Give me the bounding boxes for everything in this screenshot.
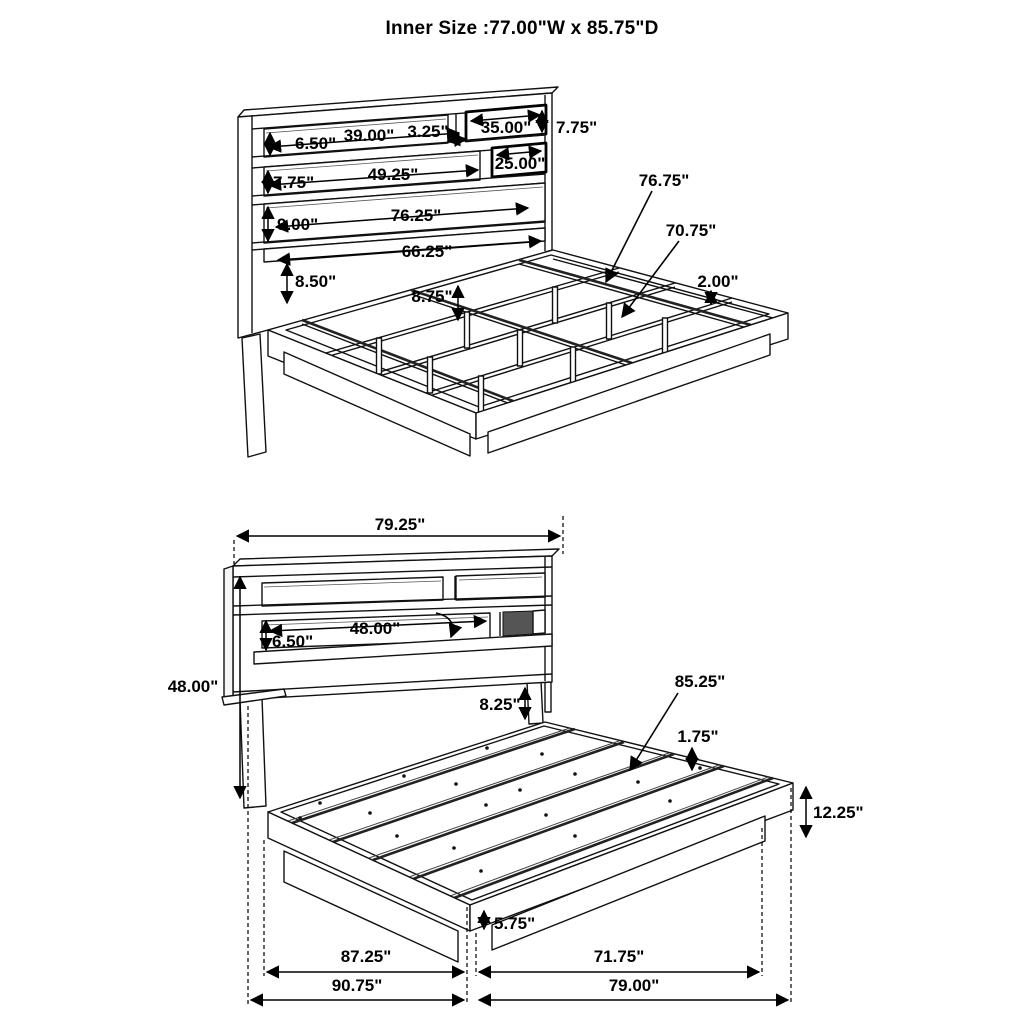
dim-len-9075: 90.75": [331, 976, 383, 995]
dim-shelf-w-3900: 39.00": [343, 126, 395, 145]
dim-len-7900: 79.00": [608, 976, 660, 995]
dim-shelf-h-775-left: 7.75": [273, 173, 315, 192]
headboard-left-leg: [240, 698, 266, 808]
dim-base-h-575: 5.75": [494, 914, 536, 933]
headboard-right-leg: [527, 681, 543, 724]
dim-len-8725: 87.25": [340, 947, 392, 966]
page-title: Inner Size :77.00"W x 85.75"D: [385, 18, 659, 39]
dim-slat-len-8525: 85.25": [674, 672, 726, 691]
dim-headboard-w-7925: 79.25": [374, 515, 426, 534]
bottom-view-drawing: [168, 515, 864, 1004]
dim-leg-h-875: 8.75": [411, 287, 453, 306]
dim-side-h-1225: 12.25": [813, 803, 864, 822]
top-view-drawing: [238, 87, 788, 457]
dim-shelf-w-3500: 35.00": [480, 118, 532, 137]
dim-headboard-h-4800: 48.00": [167, 677, 219, 696]
dim-width-6625: 66.25": [401, 242, 453, 261]
dim-gap-325: 3.25": [407, 122, 449, 141]
dim-shelf-h-650: 6.50": [295, 134, 337, 153]
dim-shelf-h-900: 9.00": [277, 215, 319, 234]
dim-rail-7075: 70.75": [665, 221, 717, 240]
dim-door-h-650: 6.50": [272, 632, 314, 651]
dim-height-850: 8.50": [295, 272, 337, 291]
dim-rail-7675: 76.75": [638, 171, 690, 190]
dim-clearance-825: 8.25": [479, 695, 521, 714]
dim-door-w-4800: 48.00": [349, 619, 401, 638]
dim-slat-th-175: 1.75": [677, 727, 719, 746]
dim-shelf-h-775-right: 7.75": [556, 118, 598, 137]
dim-rail-h-200: 2.00": [697, 272, 739, 291]
dim-shelf-w-4925: 49.25": [367, 165, 419, 184]
dim-width-7625: 76.25": [390, 206, 442, 225]
dim-len-7175: 71.75": [593, 947, 645, 966]
dim-shelf-w-2500: 25.00": [494, 154, 546, 173]
